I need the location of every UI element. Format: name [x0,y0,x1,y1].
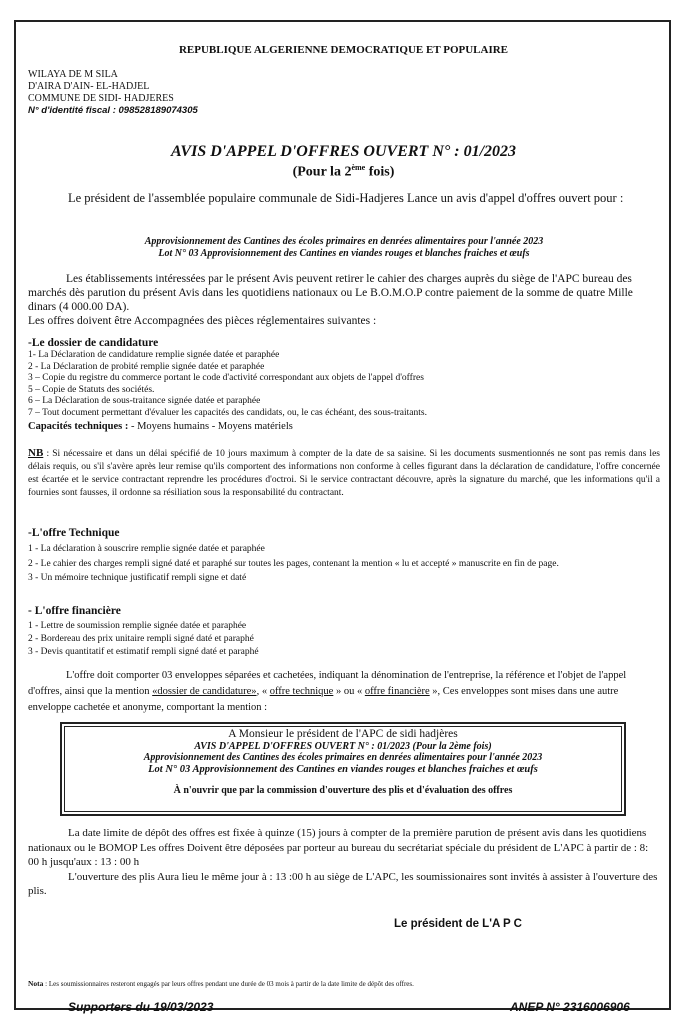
envelopes-text: , « [256,686,270,697]
object-block [28,236,660,260]
list-item: 7 – Tout document permettant d'évaluer les capacités des candidats, ou, le cas échéant, des sous-traitants. [28,407,427,418]
subtitle-sup: ème [351,163,366,172]
nota-text: : Les soumissionnaires resteront engagés par leurs offres pendant une durée de 03 mois à partir de la date limite de dépôt des offres. [43,980,414,988]
footer-rule [252,1008,506,1010]
envelopes-paragraph [28,668,660,716]
daira-line: D'AIRA D'AIN- EL-HADJEL [28,81,150,92]
closing-block [28,826,660,899]
nota-label: Nota [28,979,44,988]
envelopes-text: », Ces enveloppes sont mises dans une autre enveloppe cachetée et anonyme, comportant la mention : [28,686,619,713]
signature: Le président de L'A P C [394,918,522,930]
financiere-list [28,620,668,659]
list-item: 1- La Déclaration de candidature remplie signée datée et paraphée [28,350,280,360]
nb-paragraph [28,447,660,500]
footer-rule [656,1008,666,1010]
republic-header: REPUBLIQUE ALGERIENNE DEMOCRATIQUE ET POPULAIRE [178,44,509,56]
candidature-title: -Le dossier de candidature [28,337,159,349]
list-item: 2 - La Déclaration de probité remplie signée datée et paraphée [28,361,265,372]
list-item: 1 - La déclaration à souscrire remplie signée datée et paraphée [28,544,265,554]
nb-text: : Si nécessaire et dans un délai spécifié de 10 jours maximum à compter de la date de sa saisine. Si les documents susmentionnés ne sont pas remis dans les délais requis, ou s'il s'avère après leur remise qu'ils comportent des informations non conforme à celles figurant dans la déclaration de candidature, l'offre concernée est écartée et le service contractant reprendre les procédures d'octroi. Si le service contractant découvre, après la signature du marché, que les informations qu'il a fournies sont fausses, il ordonne sa résiliation sous la responsabilité du contractant. [28,449,660,498]
object-line-1: Approvisionnement des Cantines des écoles primaires en denrées alimentaires pour l'année 2023 [144,236,544,247]
list-item: 2 - Le cahier des charges rempli signé daté et paraphé sur toutes les pages, contenant la mention « lu et accepté » manuscrite en fin de page. [28,558,559,569]
nb-label: NB [28,447,44,459]
commune-line: COMMUNE DE SIDI- HADJERES [28,93,174,104]
list-item: 3 – Copie du registre du commerce portant le code d'activité correspondant aux objets de l'appel d'offres [28,373,424,384]
box-line-opening: À n'ouvrir que par la commission d'ouverture des plis et d'évaluation des offres [173,785,513,796]
list-item: 6 – La Déclaration de sous-traitance signée datée et paraphée [28,396,261,407]
documents-intro: Les offres doivent être Accompagnées des pièces réglementaires suivantes : [28,315,377,327]
mention-technique: offre technique [269,686,334,697]
mention-candidature: «dossier de candidature» [152,686,257,697]
object-line-2: Lot N° 03 Approvisionnement des Cantines en viandes rouges et blanches fraiches et œufs [158,248,530,259]
list-item: 1 - Lettre de soumission remplie signée datée et paraphée [28,621,247,631]
list-item: 5 – Copie de Statuts des sociétés. [28,384,155,395]
fiscal-id: N° d'identité fiscal : 098528189074305 [28,105,198,116]
subtitle-prefix: (Pour la 2 [292,164,352,180]
envelopes-text: L'offre doit comporter 03 enveloppes séparées et cachetées, indiquant la dénomination de l'entreprise, la référence et l'objet de l'appel d'offres, ainsi que la mention [28,670,627,697]
notice-subtitle [0,163,687,181]
notice-title: AVIS D'APPEL D'OFFRES OUVERT N° : 01/2023 [170,143,517,160]
footer-supporters: Supporters du 19/03/2023 [68,1000,214,1014]
footer-band [14,1000,671,1016]
box-line-lot: Lot N° 03 Approvisionnement des Cantines en viandes rouges et blanches fraiches et œufs [148,763,538,775]
envelopes-text: » ou « [333,686,365,697]
opening-paragraph: L'ouverture des plis Aura lieu le même jour à : 13 :00 h au siège de L'APC, les soumissionaires sont invités à assister à l'ouverture des plis. [28,870,658,897]
body-paragraphs [28,272,660,328]
capacities-line [28,421,668,433]
wilaya-line: WILAYA DE M SILA [28,69,118,80]
footer-anep: ANEP N° 2316006906 [510,1000,630,1014]
withdrawal-paragraph: Les établissements intéressées par le présent Avis peuvent retirer le cahier des charges auprès du siège de l'APC bureau des marchés dès parution du présent Avis dans les quotidiens nationaux ou Le B.O.M.O.P contre paiement de la somme de quatre Mille dinars (4 000.00 DA). [28,273,633,313]
list-item: 2 - Bordereau des prix unitaire rempli signé daté et paraphé [28,634,254,644]
list-item: 3 - Devis quantitatif et estimatif rempli signé daté et paraphé [28,647,259,657]
envelope-mention-text [60,729,626,797]
footer-rule [24,1008,68,1010]
technique-title: -L'offre Technique [28,527,120,539]
technique-list [28,543,668,585]
subtitle-suffix: fois) [365,164,395,180]
mention-financiere: offre financière [364,686,430,697]
intro-paragraph: Le président de l'assemblée populaire communale de Sidi-Hadjeres Lance un avis d'appel d'offres ouvert pour : [68,191,624,205]
box-line-title: AVIS D'APPEL D'OFFRES OUVERT N° : 01/2023 (Pour la 2ème fois) [194,740,492,752]
list-item: 3 - Un mémoire technique justificatif rempli signe et daté [28,573,247,583]
box-line-recipient: A Monsieur le président de l'APC de sidi hadjères [228,728,458,740]
candidature-list [28,350,668,432]
capacities-value: - Moyens humains - Moyens matériels [128,420,293,432]
administrative-block [28,69,198,117]
capacities-label: Capacités techniques : [28,420,129,432]
financiere-title: - L'offre financière [28,605,121,617]
nota-line [28,979,414,988]
deadline-paragraph: La date limite de dépôt des offres est fixée à quinze (15) jours à compter de la première parution de présent avis dans les quotidiens nationaux ou le BOMOP Les offres Doivent être déposées par porteur au bureau du secrétariat spéciale du président de L'APC à partir de : 8: 00 h jusqu'aux : 13 : 00 h [28,827,649,868]
box-line-object: Approvisionnement des Cantines des écoles primaires en denrées alimentaires pour l'année 2023 [143,752,543,763]
